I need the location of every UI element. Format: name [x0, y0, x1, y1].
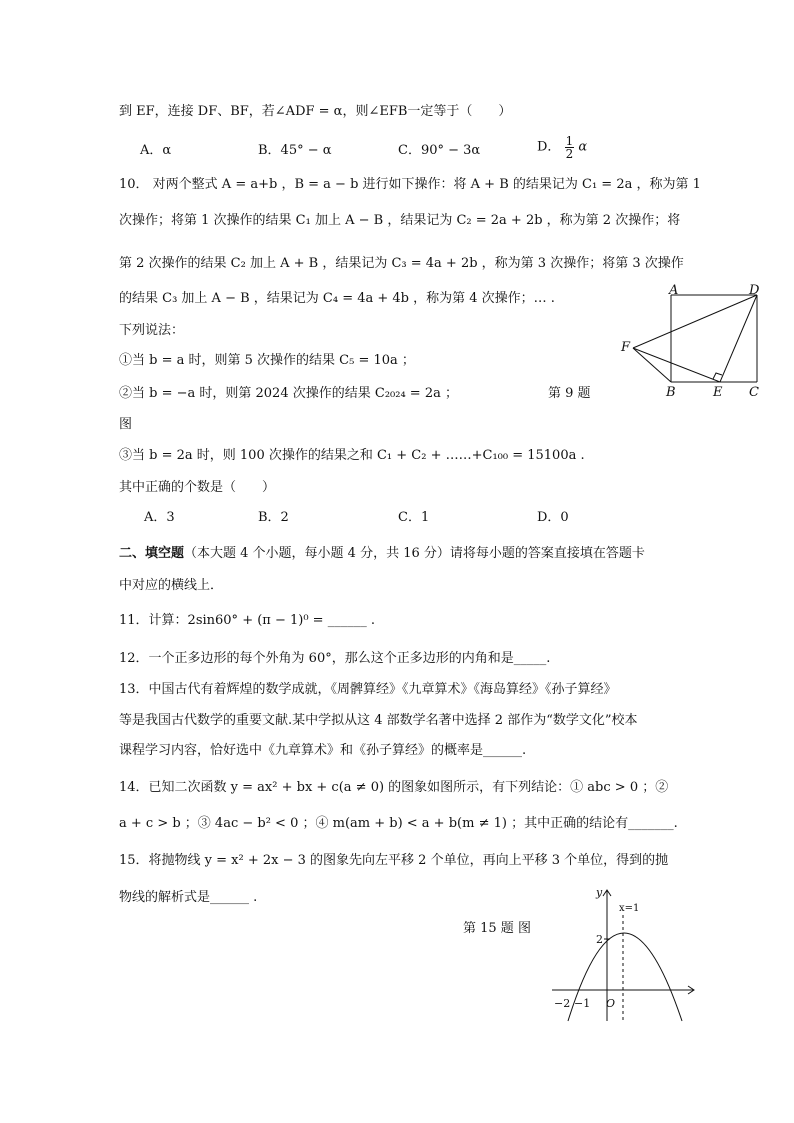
- tick-label-minus-1: −1: [574, 997, 591, 1010]
- q10-statement-2: ②当 b = −a 时，则第 2024 次操作的结果 C₂₀₂₄ = 2a ；: [119, 386, 458, 401]
- q10-option-a: A．3: [144, 510, 175, 525]
- label-c: C: [749, 385, 759, 400]
- y-intercept-label: 2: [596, 933, 603, 946]
- q9-option-c: C．90° − 3α: [398, 143, 481, 158]
- q10-line2: 次操作；将第 1 次操作的结果 C₁ 加上 A − B ，结果记为 C₂ = 2a + 2b ，称为第 2 次操作；将: [119, 213, 681, 228]
- q15-line1: 15．将抛物线 y = x² + 2x − 3 的图象先向左平移 2 个单位，再向上平移 3 个单位，得到的抛: [119, 853, 669, 868]
- segment-fb: [633, 348, 671, 382]
- origin-label: O: [606, 997, 616, 1010]
- section2-heading: [119, 545, 645, 563]
- q9-option-a: A．α: [140, 143, 172, 158]
- q10-line1: 10． 对两个整式 A = a+b ，B = a − b 进行如下操作：将 A + B 的结果记为 C₁ = 2a ，称为第 1: [119, 177, 701, 192]
- q10-option-c: C．1: [398, 510, 430, 525]
- q12-text: 12．一个正多边形的每个外角为 60°，那么这个正多边形的内角和是_____.: [119, 651, 551, 666]
- q9-figure-caption-1: 第 9 题: [548, 386, 591, 401]
- label-b: B: [666, 385, 676, 400]
- q9-option-d-num: 1: [565, 134, 574, 148]
- label-d: D: [749, 283, 760, 298]
- section2-title: 二、填空题: [119, 546, 185, 561]
- q11-text: 11．计算：2sin60° + (π − 1)⁰ = ______ .: [119, 613, 375, 628]
- right-angle-mark: [713, 373, 722, 379]
- symmetry-label: x=1: [619, 903, 640, 914]
- y-axis-label: y: [596, 886, 603, 899]
- tick-label-minus-2: −2: [554, 997, 571, 1010]
- section2-desc2: 中对应的横线上．: [119, 578, 224, 593]
- q9-option-d-den: 2: [565, 147, 574, 161]
- label-f: F: [621, 340, 631, 355]
- q14-line1: 14．已知二次函数 y = ax² + bx + c(a ≠ 0) 的图象如图所示，有下列结论：① abc > 0 ；②: [119, 780, 669, 795]
- q10-statement-1: ①当 b = a 时，则第 5 次操作的结果 C₅ = 10a ；: [119, 353, 415, 368]
- q9-figure-caption-2: 图: [119, 417, 133, 432]
- q15-figure-caption: 第 15 题 图: [463, 921, 531, 936]
- segment-fe: [633, 348, 720, 382]
- q10-line4: 的结果 C₃ 加上 A − B ，结果记为 C₄ = 4a + 4b ，称为第 4 次操作；… .: [119, 291, 555, 306]
- label-e: E: [713, 385, 723, 400]
- q9-option-d-fraction: [565, 135, 575, 160]
- q10-statement-3: ③当 b = 2a 时，则 100 次操作的结果之和 C₁ + C₂ + ……+C₁₀₀ = 15100a .: [119, 448, 585, 463]
- q10-option-d: D．0: [537, 510, 569, 525]
- q9-option-b: B．45° − α: [258, 143, 332, 158]
- q10-intro: 下列说法：: [119, 323, 185, 338]
- q10-ask: 其中正确的个数是（ ）: [119, 480, 276, 495]
- q9-option-d-label: D．: [537, 139, 561, 155]
- parabola-graph: [548, 885, 703, 1025]
- q9-geometry-figure: [615, 280, 775, 405]
- q13-line2: 等是我国古代数学的重要文献.某中学拟从这 4 部数学名著中选择 2 部作为“数学文化”校本: [119, 713, 638, 728]
- q10-line3: 第 2 次操作的结果 C₂ 加上 A + B ，结果记为 C₃ = 4a + 2b ，称为第 3 次操作；将第 3 次操作: [119, 256, 684, 271]
- q13-line1: 13．中国古代有着辉煌的数学成就，《周髀算经》《九章算术》《海岛算经》《孙子算经》: [119, 682, 617, 697]
- q13-line3: 课程学习内容，恰好选中《九章算术》和《孙子算经》的概率是______.: [119, 743, 527, 758]
- q15-line2: 物线的解析式是______ .: [119, 890, 258, 905]
- q10-option-b: B．2: [258, 510, 289, 525]
- q9-stem: 到 EF，连接 DF、BF，若∠ADF = α，则∠EFB一定等于（ ）: [119, 104, 512, 119]
- q9-option-d: [537, 135, 587, 160]
- section2-desc: （本大题 4 个小题，每小题 4 分，共 16 分）请将每小题的答案直接填在答题卡: [184, 546, 645, 561]
- q14-line2: a + c > b ；③ 4ac − b² < 0 ；④ m(am + b) < a + b(m ≠ 1) ；其中正确的结论有_______.: [119, 816, 678, 831]
- q9-option-d-var: α: [578, 139, 588, 155]
- segment-fd: [633, 295, 757, 348]
- label-a: A: [669, 283, 679, 298]
